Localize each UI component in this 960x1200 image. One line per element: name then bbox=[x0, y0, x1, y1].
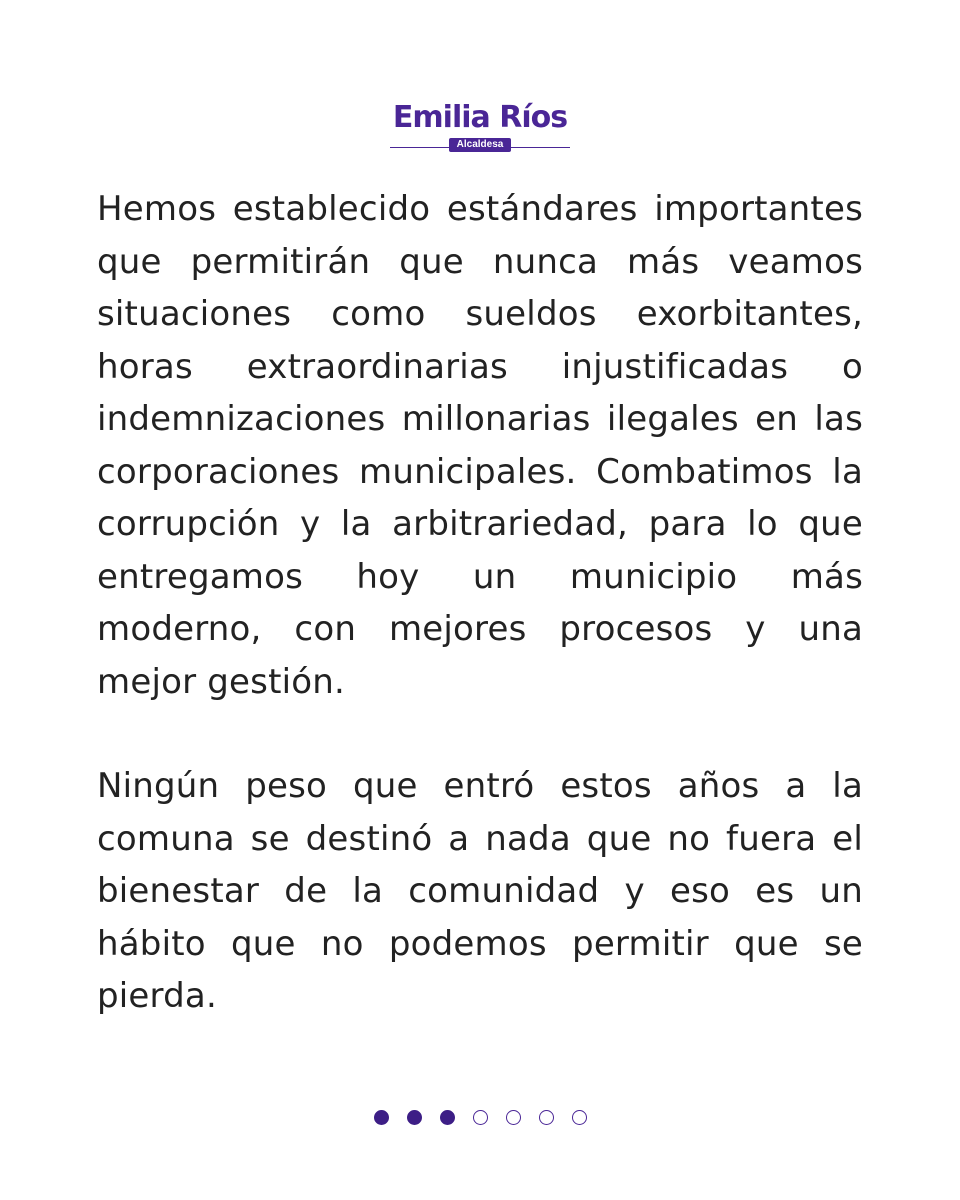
brand-logo bbox=[0, 100, 960, 152]
page-dot-2[interactable] bbox=[407, 1110, 422, 1125]
page-dot-5[interactable] bbox=[506, 1110, 521, 1125]
paragraph-1: Hemos establecido estándares importantes que permitirán que nunca más veamos situaciones como sueldos exorbitantes, horas extraordinarias injustificadas o indemnizaciones millonarias ilegales en las corporaciones municipales. Combatimos la corrupción y la arbitrariedad, para lo que entregamos hoy un municipio más moderno, con mejores procesos y una mejor gestión. bbox=[97, 189, 863, 702]
page-dot-6[interactable] bbox=[539, 1110, 554, 1125]
page-dot-3[interactable] bbox=[440, 1110, 455, 1125]
paragraph-2: Ningún peso que entró estos años a la comuna se destinó a nada que no fuera el bienestar de la comunidad y eso es un hábito que no podemos permitir que se pierda. bbox=[97, 766, 863, 1016]
page-dot-4[interactable] bbox=[473, 1110, 488, 1125]
logo-subtitle-row bbox=[390, 138, 570, 152]
logo-subtitle: Alcaldesa bbox=[449, 138, 512, 152]
page-dot-7[interactable] bbox=[572, 1110, 587, 1125]
page-dot-1[interactable] bbox=[374, 1110, 389, 1125]
post-text bbox=[97, 183, 863, 1023]
carousel-pagination bbox=[0, 1110, 960, 1125]
logo-name: Emilia Ríos bbox=[392, 100, 568, 135]
